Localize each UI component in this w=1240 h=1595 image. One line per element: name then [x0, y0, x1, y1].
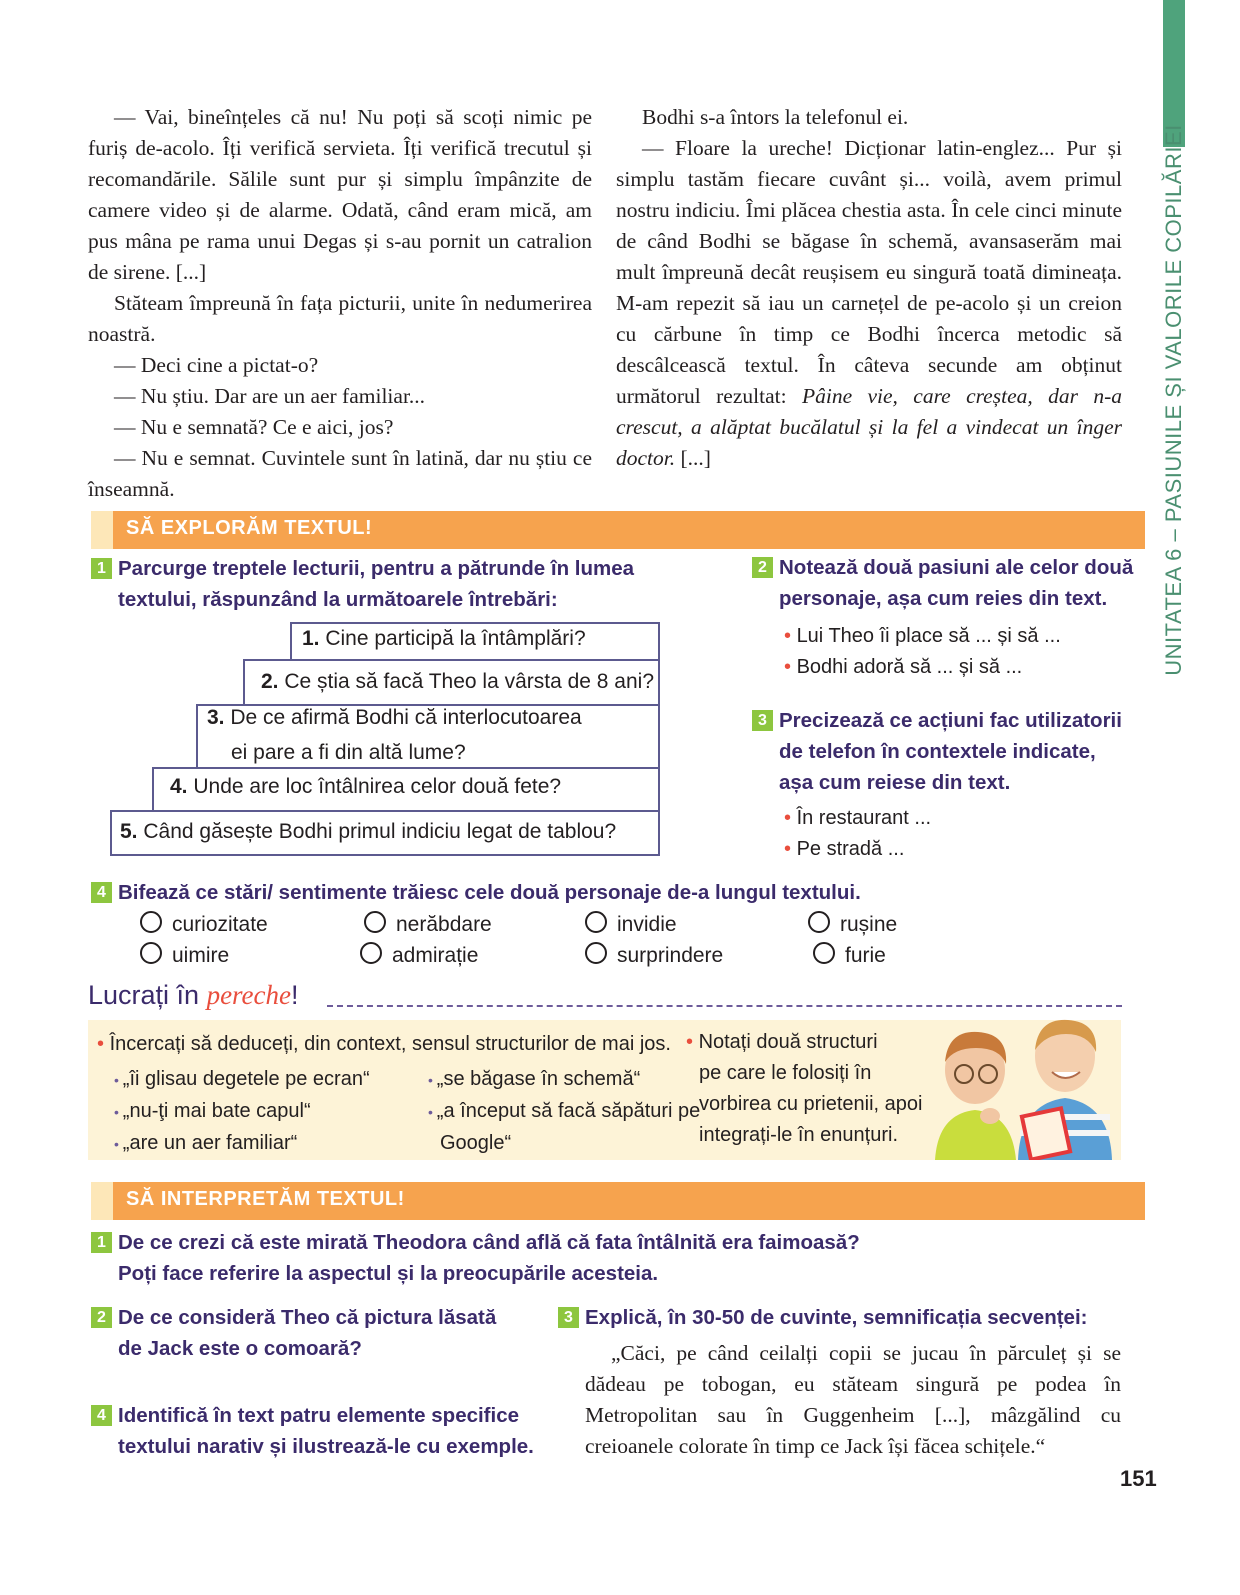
story-paragraph: Stăteam împreună în fața picturii, unite în nedumerirea noastră. [88, 291, 592, 346]
explore-question-3: 3 Precizează ce acțiuni fac utilizatorii de telefon în contextele indicate, așa cum reiese din text. [752, 705, 1122, 798]
story-left-column [88, 102, 592, 505]
story-paragraph: — Deci cine a pictat-o? [114, 353, 319, 377]
checkbox-circle-icon[interactable] [360, 942, 382, 964]
pair-work-title: Lucrați în pereche! [88, 980, 299, 1010]
option-invidie[interactable]: invidie [585, 911, 677, 937]
step-3: 3. De ce afirmă Bodhi că interlocutoarea [207, 706, 582, 729]
page-number: 151 [1120, 1466, 1157, 1491]
step-4: 4. Unde are loc întâlnirea celor două fete? [170, 775, 562, 798]
option-curiozitate[interactable]: curiozitate [140, 911, 268, 937]
pair-task-1: • Încercați să deduceți, din context, sensul structurilor de mai jos. [97, 1029, 671, 1060]
two-boys-illustration [920, 1012, 1120, 1160]
story-paragraph: — Nu e semnat. Cuvintele sunt în latină, dar nu știu ce înseamnă. [88, 446, 592, 501]
q3-bullets: • În restaurant ... • Pe stradă ... [784, 803, 931, 865]
story-paragraph: Bodhi s-a întors la telefonul ei. [642, 105, 909, 129]
latin-translation: Pâine vie, care creștea, dar n-a crescut, a alăptat bucălatul și la fel a vindecat un înger doctor. [616, 384, 1122, 470]
checkbox-circle-icon[interactable] [585, 911, 607, 933]
interpret-question-1: 1 De ce crezi că este mirată Theodora când află că fata întâlnită era faimoasă? Poți face referire la aspectul și la preocupările acesteia. [91, 1227, 860, 1289]
checkbox-circle-icon[interactable] [813, 942, 835, 964]
checkbox-circle-icon[interactable] [585, 942, 607, 964]
option-nerabdare[interactable]: nerăbdare [364, 911, 492, 937]
option-surprindere[interactable]: surprindere [585, 942, 723, 968]
checkbox-circle-icon[interactable] [364, 911, 386, 933]
story-paragraph: — Vai, bineînțeles că nu! Nu poți să scoți nimic pe furiș de-acolo. Îți verifică servieta. Îți verifică trecutul și recomandările. Sălile sunt pur și simplu împânzite de camere video și de alarme. Odată, când eram mică, am pus mâna pe rama unui Degas și s-au pornit un catralion de sirene. [...] [88, 105, 592, 284]
pair-items-mid: • „se băgase în schemă“ • „a început să facă săpături pe Google“ [428, 1064, 700, 1159]
explore-question-4: 4 Bifează ce stări/ sentimente trăiesc cele două personaje de-a lungul textului. [91, 877, 861, 908]
step-5: 5. Când găsește Bodhi primul indiciu legat de tablou? [120, 820, 617, 843]
explore-question-1: 1 Parcurge treptele lecturii, pentru a pătrunde în lumea textului, răspunzând la următoarele întrebări: [91, 553, 634, 615]
q2-bullets: • Lui Theo îi place să ... și să ... • Bodhi adoră să ... și să ... [784, 621, 1061, 683]
story-paragraph: — Nu știu. Dar are un aer familiar... [114, 384, 426, 408]
checkbox-circle-icon[interactable] [140, 942, 162, 964]
story-right-column [616, 102, 1122, 474]
checkbox-circle-icon[interactable] [808, 911, 830, 933]
interpret-question-4: 4 Identifică în text patru elemente specifice textului narativ și ilustrează-le cu exemple. [91, 1400, 534, 1462]
interpret-header: SĂ INTERPRETĂM TEXTUL! [91, 1182, 1145, 1220]
option-uimire[interactable]: uimire [140, 942, 229, 968]
unit-label: UNITATEA 6 – PASIUNILE ȘI VALORILE COPILĂRIEI [1161, 124, 1186, 676]
step-3-cont: ei pare a fi din altă lume? [231, 741, 466, 764]
option-furie[interactable]: furie [813, 942, 886, 968]
explore-question-2: 2 Notează două pasiuni ale celor două personaje, așa cum reies din text. [752, 552, 1133, 614]
quote-passage: „Căci, pe când ceilalți copii se jucau în părculeț și se dădeau pe tobogan, eu stăteam singură pe podea în Metropolitan sau în Guggenheim [...], mâzgălind cu creioanele colorate în timp ce Jack își făcea schițele.“ [585, 1341, 1121, 1458]
checkbox-circle-icon[interactable] [140, 911, 162, 933]
step-2: 2. Ce știa să facă Theo la vârsta de 8 ani? [261, 670, 655, 693]
interpret-question-3: 3 Explică, în 30-50 de cuvinte, semnificația secvenței: [558, 1302, 1087, 1333]
dashed-divider [327, 1005, 1122, 1007]
option-rusine[interactable]: rușine [808, 911, 897, 937]
option-admiratie[interactable]: admirație [360, 942, 478, 968]
story-paragraph: — Floare la ureche! Dicționar latin-englez... Pur și simplu tastăm fiecare cuvânt și... voilà, avem primul nostru indiciu. Îmi plăcea chestia asta. În cele cinci minute de când Bodhi se băgase în schemă, avansaserăm mai mult împreună decât reușisem eu singură toată dimineața. M-am repezit să iau un carnețel de pe-acolo și un creion cu cărbune în timp ce Bodhi încerca metodic să descâlcească textul. În câteva secunde am obținut următorul rezultat: Pâine vie, care creștea, dar n-a crescut, a alăptat bucălatul și la fel a vindecat un înger doctor. [...] [616, 136, 1122, 470]
step-1: 1. Cine participă la întâmplări? [302, 627, 586, 650]
pair-items-left: • „îi glisau degetele pe ecran“ • „nu-ţi mai bate capul“ • „are un aer familiar“ [114, 1064, 370, 1160]
pair-task-2: • Notați două structuri pe care le folosiți în vorbirea cu prietenii, apoi integrați-le în enunțuri. [686, 1027, 922, 1151]
explore-header: SĂ EXPLORĂM TEXTUL! [91, 511, 1145, 549]
interpret-question-2: 2 De ce consideră Theo că pictura lăsată de Jack este o comoară? [91, 1302, 496, 1364]
story-paragraph: — Nu e semnată? Ce e aici, jos? [114, 415, 394, 439]
